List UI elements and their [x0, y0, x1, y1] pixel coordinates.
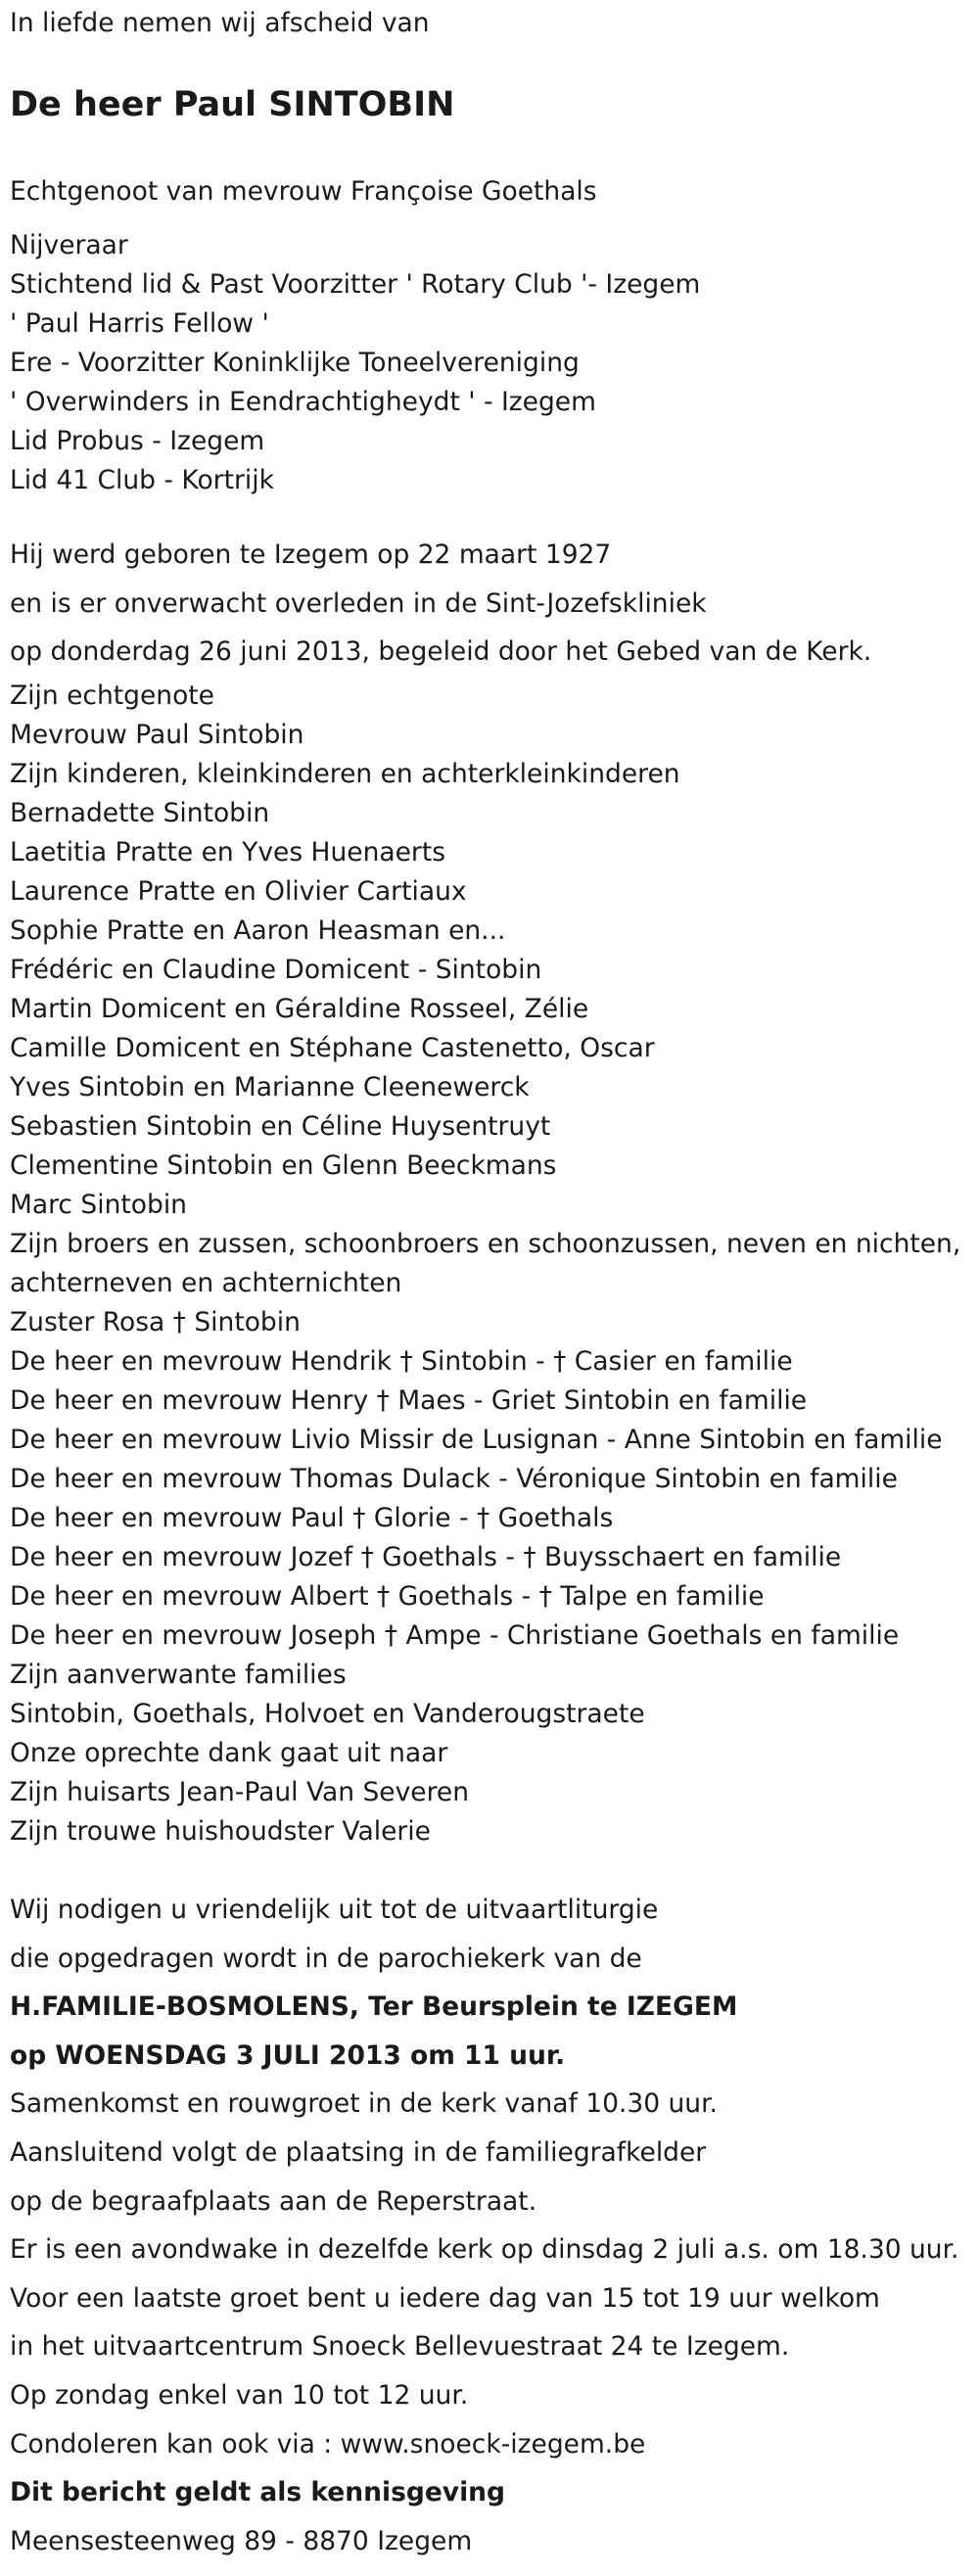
family-line: Clementine Sintobin en Glenn Beeckmans: [10, 1150, 557, 1181]
wake-line: Er is een avondwake in dezelfde kerk op dinsdag 2 juli a.s. om 18.30 uur.: [10, 2234, 959, 2266]
title-line: Lid Probus - Izegem: [10, 426, 265, 456]
family-line: De heer en mevrouw Henry † Maes - Griet Sintobin en familie: [10, 1385, 808, 1416]
family-line: De heer en mevrouw Hendrik † Sintobin - † Casier en familie: [10, 1346, 793, 1377]
family-line: Camille Domicent en Stéphane Castenetto, Oscar: [10, 1033, 655, 1063]
family-line: De heer en mevrouw Paul † Glorie - † Goethals: [10, 1503, 614, 1533]
family-line: Zijn aanverwante families: [10, 1660, 347, 1690]
birth-death-block: [10, 531, 871, 677]
cemetery-line: op de begraafplaats aan de Reperstraat.: [10, 2185, 537, 2217]
spouse-line: Echtgenoot van mevrouw Françoise Goethals: [10, 176, 597, 207]
title-line: Ere - Voorzitter Koninklijke Toneelvereniging: [10, 348, 580, 378]
title-line: Nijveraar: [10, 230, 128, 260]
burial-line: Aansluitend volgt de plaatsing in de familiegrafkelder: [10, 2136, 707, 2168]
title-line: Stichtend lid & Past Voorzitter ' Rotary Club '- Izegem: [10, 269, 701, 300]
family-line: Sintobin, Goethals, Holvoet en Vanderougstraete: [10, 1699, 645, 1729]
family-line: Zijn trouwe huishoudster Valerie: [10, 1816, 431, 1847]
death-date-line: op donderdag 26 juni 2013, begeleid door het Gebed van de Kerk.: [10, 636, 872, 667]
family-line: Sebastien Sintobin en Céline Huysentruyt: [10, 1111, 551, 1142]
family-line: Zijn echtgenote: [10, 680, 214, 711]
invitation-line: Wij nodigen u vriendelijk uit tot de uitvaartliturgie: [10, 1895, 659, 1925]
family-line: Laetitia Pratte en Yves Huenaerts: [10, 837, 446, 867]
family-line: Mevrouw Paul Sintobin: [10, 720, 304, 750]
family-line: Zijn kinderen, kleinkinderen en achterkleinkinderen: [10, 759, 680, 789]
family-line: Onze oprechte dank gaat uit naar: [10, 1738, 448, 1768]
funeral-block: [10, 1886, 958, 2565]
title-line: ' Paul Harris Fellow ': [10, 308, 269, 339]
family-line: De heer en mevrouw Joseph † Ampe - Christiane Goethals en familie: [10, 1620, 900, 1651]
gathering-line: Samenkomst en rouwgroet in de kerk vanaf 10.30 uur.: [10, 2088, 718, 2120]
church-name: H.FAMILIE-BOSMOLENS, Ter Beursplein te IZEGEM: [10, 1991, 738, 2023]
birth-line: Hij werd geboren te Izegem op 22 maart 1927: [10, 539, 612, 570]
visiting-line: Voor een laatste groet bent u iedere dag van 15 tot 19 uur welkom: [10, 2282, 880, 2314]
family-line: De heer en mevrouw Jozef † Goethals - † Buysschaert en familie: [10, 1542, 842, 1572]
spouse-block: [10, 172, 597, 211]
family-line: Zuster Rosa † Sintobin: [10, 1307, 301, 1337]
family-line: Laurence Pratte en Olivier Cartiaux: [10, 876, 467, 907]
intro-text: In liefde nemen wij afscheid van: [10, 8, 430, 38]
family-line: De heer en mevrouw Thomas Dulack - Véronique Sintobin en familie: [10, 1464, 898, 1494]
sunday-hours-line: Op zondag enkel van 10 tot 12 uur.: [10, 2379, 469, 2411]
family-line: Bernadette Sintobin: [10, 798, 270, 828]
titles-block: [10, 226, 700, 500]
family-line: Zijn huisarts Jean-Paul Van Severen: [10, 1777, 469, 1807]
title-line: ' Overwinders in Eendrachtigheydt ' - Izegem: [10, 387, 596, 417]
condolence-line: Condoleren kan ook via : www.snoeck-izegem.be: [10, 2428, 646, 2459]
family-line: De heer en mevrouw Livio Missir de Lusignan - Anne Sintobin en familie: [10, 1425, 943, 1455]
family-line: De heer en mevrouw Albert † Goethals - † Talpe en familie: [10, 1581, 765, 1612]
family-line: Martin Domicent en Géraldine Rosseel, Zélie: [10, 994, 589, 1024]
death-place-line: en is er onverwacht overleden in de Sint-Jozefskliniek: [10, 587, 707, 619]
notice-line: Dit bericht geldt als kennisgeving: [10, 2477, 505, 2508]
page-title: De heer Paul SINTOBIN: [10, 85, 455, 124]
family-line: Marc Sintobin: [10, 1190, 187, 1220]
funeral-date: op WOENSDAG 3 JULI 2013 om 11 uur.: [10, 2039, 566, 2071]
family-line: Yves Sintobin en Marianne Cleenewerck: [10, 1072, 530, 1102]
family-line: achterneven en achternichten: [10, 1268, 402, 1298]
funeral-home-line: in het uitvaartcentrum Snoeck Bellevuestraat 24 te Izegem.: [10, 2331, 790, 2363]
family-line: Frédéric en Claudine Domicent - Sintobin: [10, 955, 542, 985]
church-intro-line: die opgedragen wordt in de parochiekerk van de: [10, 1943, 642, 1974]
title-line: Lid 41 Club - Kortrijk: [10, 465, 274, 495]
address-line: Meensesteenweg 89 - 8870 Izegem: [10, 2525, 473, 2556]
family-line: Sophie Pratte en Aaron Heasman en...: [10, 915, 506, 946]
family-line: Zijn broers en zussen, schoonbroers en schoonzussen, neven en nichten,: [10, 1229, 961, 1259]
family-list: [10, 677, 960, 1851]
